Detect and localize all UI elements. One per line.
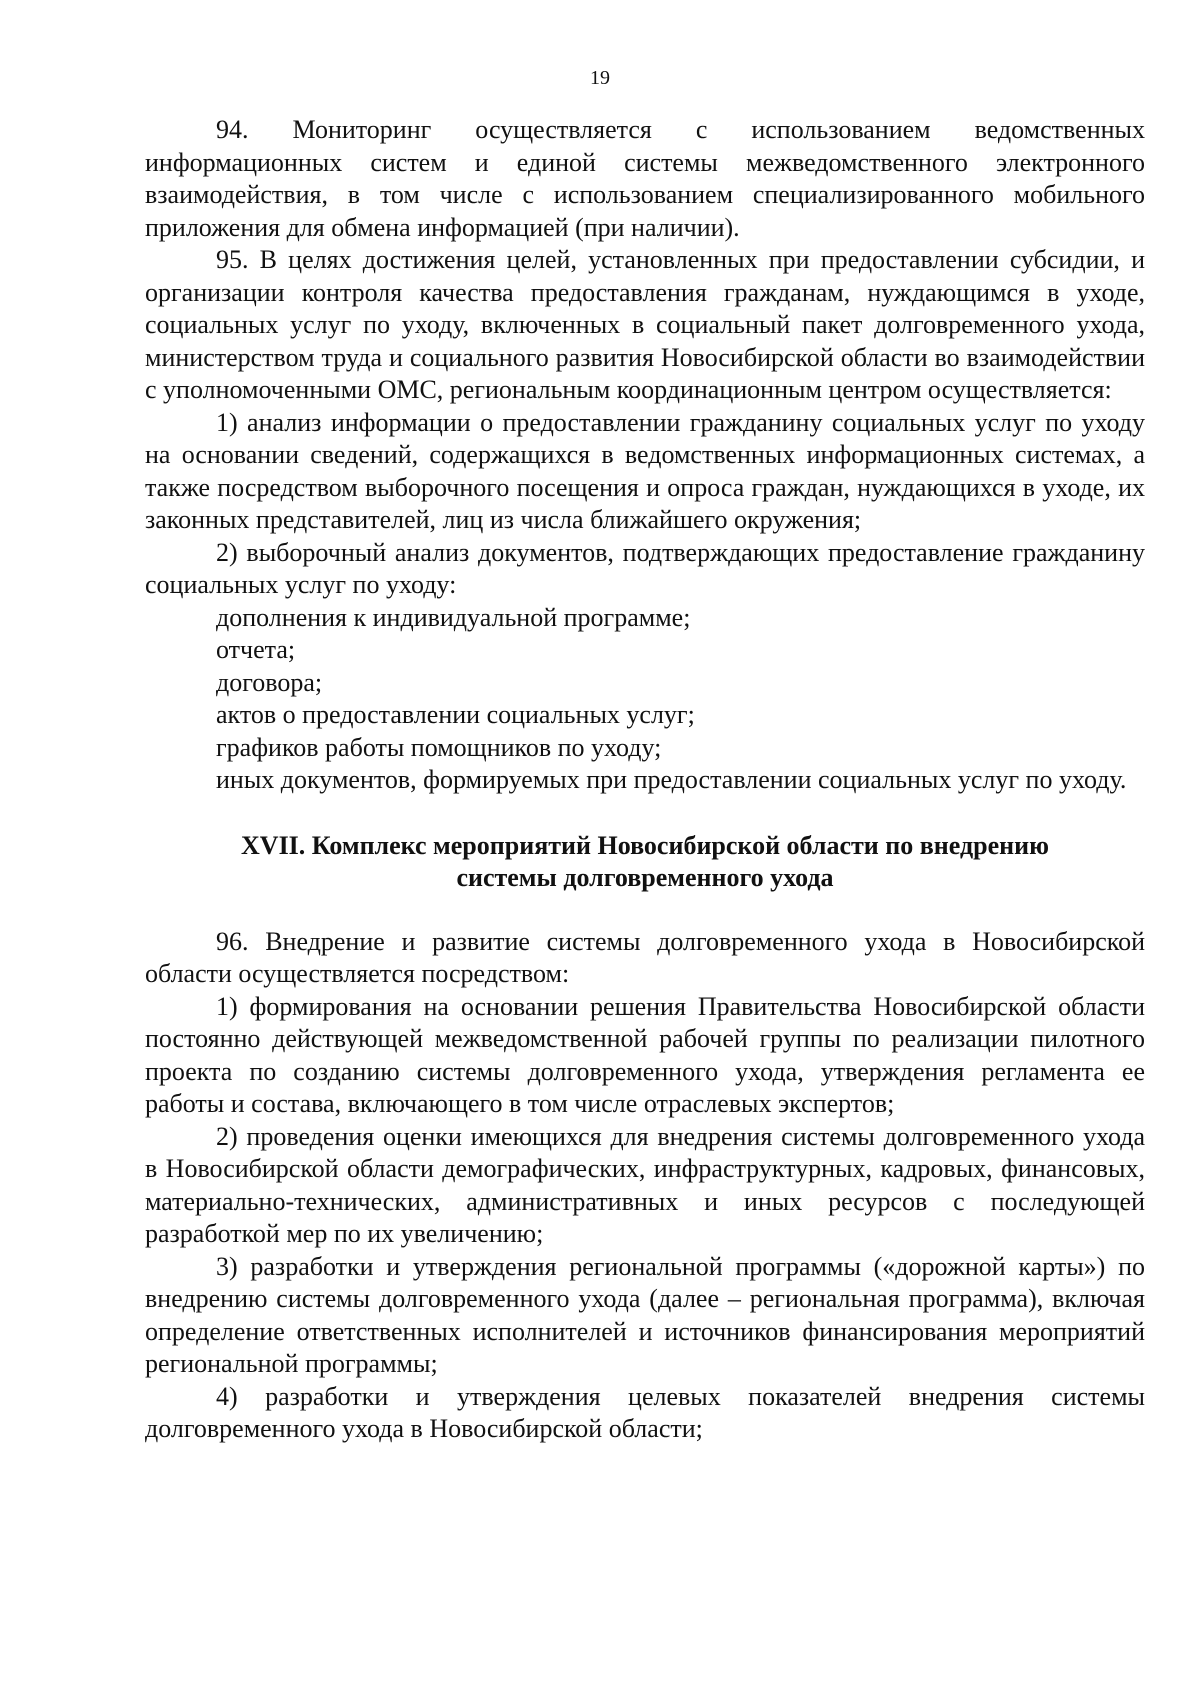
paragraph-95: 95. В целях достижения целей, установленных при предоставлении субсидии, и организации контроля качества предоставления гражданам, нуждающимся в уходе, социальных услуг по уходу, включенных в социальный пакет долговременного ухода, министерством труда и социального развития Новосибирской области во взаимодействии с уполномоченными ОМС, региональным координационным центром осуществляется:	[145, 245, 1145, 404]
page-number: 19	[590, 67, 610, 89]
section-heading	[145, 830, 1145, 894]
document-list-item: дополнения к индивидуальной программе;	[216, 602, 691, 632]
document-body	[145, 114, 1145, 1446]
section-heading-line-1: XVII. Комплекс мероприятий Новосибирской области по внедрению	[241, 830, 1049, 860]
paragraph-96-item-2: 2) проведения оценки имеющихся для внедрения системы долговременного ухода в Новосибирской области демографических, инфраструктурных, кадровых, финансовых, материально-технических, административных и иных ресурсов с последующей разработкой мер по их увеличению;	[145, 1121, 1145, 1248]
paragraph-95-item-1: 1) анализ информации о предоставлении гражданину социальных услуг по уходу на основании сведений, содержащихся в ведомственных информационных системах, а также посредством выборочного посещения и опроса граждан, нуждающихся в уходе, их законных представителей, лиц из числа ближайшего окружения;	[145, 407, 1145, 534]
document-list-item: актов о предоставлении социальных услуг;	[216, 700, 695, 729]
document-list-item: отчета;	[216, 635, 296, 664]
paragraph-96-item-3: 3) разработки и утверждения региональной программы («дорожной карты») по внедрению системы долговременного ухода (далее – региональная программа), включая определение ответственных исполнителей и источников финансирования мероприятий региональной программы;	[145, 1251, 1145, 1378]
paragraph-94: 94. Мониторинг осуществляется с использованием ведомственных информационных систем и единой системы межведомственного электронного взаимодействия, в том числе с использованием специализированного мобильного приложения для обмена информацией (при наличии).	[145, 115, 1145, 242]
paragraph-95-item-2: 2) выборочный анализ документов, подтверждающих предоставление гражданину социальных услуг по уходу:	[145, 537, 1145, 599]
document-list-item: договора;	[216, 667, 323, 697]
document-list-item: иных документов, формируемых при предоставлении социальных услуг по уходу.	[216, 765, 1127, 794]
document-list-item: графиков работы помощников по уходу;	[216, 732, 662, 762]
section-heading-line-2: системы долговременного ухода	[456, 862, 834, 892]
paragraph-96-item-1: 1) формирования на основании решения Правительства Новосибирской области постоянно действующей межведомственной рабочей группы по реализации пилотного проекта по созданию системы долговременного ухода, утверждения регламента ее работы и состава, включающего в том числе отраслевых экспертов;	[145, 991, 1145, 1118]
paragraph-96: 96. Внедрение и развитие системы долговременного ухода в Новосибирской области осуществляется посредством:	[145, 926, 1145, 988]
paragraph-96-item-4: 4) разработки и утверждения целевых показателей внедрения системы долговременного ухода в Новосибирской области;	[145, 1381, 1145, 1443]
